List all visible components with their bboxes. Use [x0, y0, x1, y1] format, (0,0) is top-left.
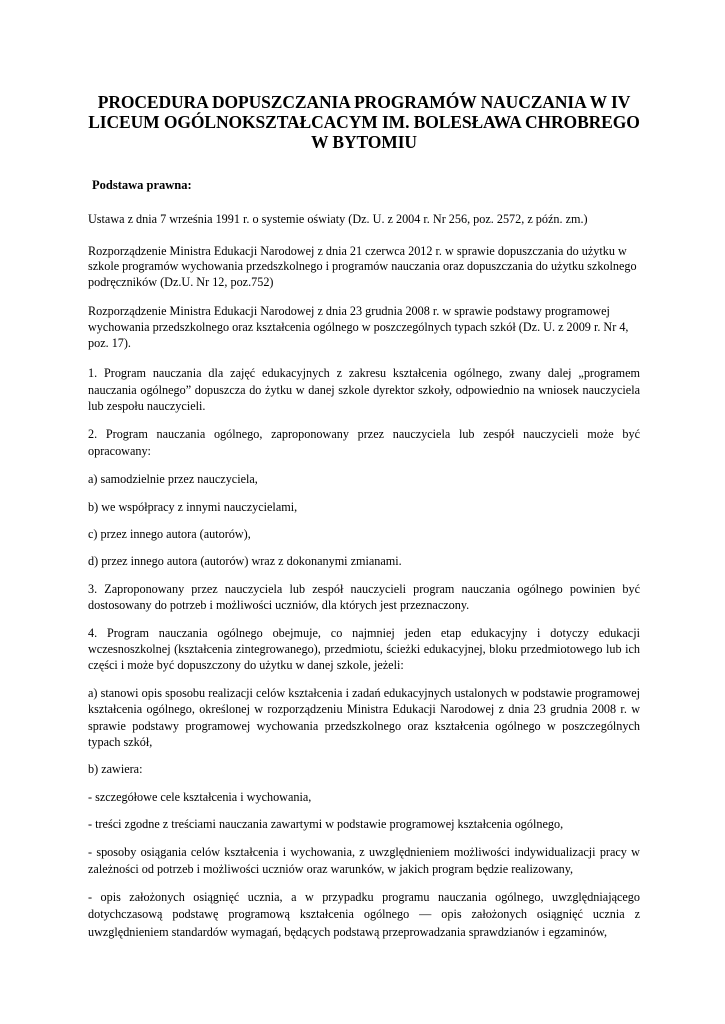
legal-basis-item: Ustawa z dnia 7 września 1991 r. o systemie oświaty (Dz. U. z 2004 r. Nr 256, poz. 2572, z późn. zm.): [88, 212, 588, 226]
paragraph-1: 1. Program nauczania dla zajęć edukacyjnych z zakresu kształcenia ogólnego, zwany dalej „programem nauczania ogólnego” dopuszcza do żytku w danej szkole dyrektor szkoły, odpowiednio na wniosek nauczyciela lub zespołu nauczycieli.: [88, 366, 640, 413]
legal-basis-heading: Podstawa prawna:: [92, 178, 192, 192]
list-item-d: d) przez innego autora (autorów) wraz z dokonanymi zmianami.: [88, 554, 402, 569]
title-line: W BYTOMIU: [311, 132, 417, 152]
legal-basis-item: Rozporządzenie Ministra Edukacji Narodowej z dnia 23 grudnia 2008 r. w sprawie podstawy programowej wychowania przedszkolnego oraz kształcenia ogólnego w poszczególnych typach szkół (Dz. U. z 2009 r. Nr 4, poz. 17).: [88, 304, 629, 350]
list-item-a: a) samodzielnie przez nauczyciela,: [88, 472, 258, 487]
list-item-4b: b) zawiera:: [88, 762, 143, 777]
paragraph-2: 2. Program nauczania ogólnego, zaproponowany przez nauczyciela lub zespół nauczycieli może być opracowany:: [88, 427, 640, 458]
document-title: [82, 92, 646, 152]
dash-item: - treści zgodne z treściami nauczania zawartymi w podstawie programowej kształcenia ogólnego,: [88, 817, 564, 832]
dash-item: - sposoby osiągania celów kształcenia i wychowania, z uwzględnieniem możliwości indywidualizacji pracy w zależności od potrzeb i możliwości uczniów oraz warunków, w jakich program będzie realizowany,: [88, 844, 640, 876]
list-item-c: c) przez innego autora (autorów),: [88, 527, 251, 541]
list-item-b: b) we współpracy z innymi nauczycielami,: [88, 499, 298, 514]
dash-item: - szczegółowe cele kształcenia i wychowania,: [88, 789, 312, 804]
legal-basis-item: Rozporządzenie Ministra Edukacji Narodowej z dnia 21 czerwca 2012 r. w sprawie dopuszczania do użytku w szkole programów wychowania przedszkolnego i programów nauczania oraz dopuszczania do użytku szkolnego podręczników (Dz.U. Nr 12, poz.752): [88, 243, 637, 289]
dash-item: - opis założonych osiągnięć ucznia, a w przypadku programu nauczania ogólnego, uwzględniającego dotychczasową podstawę programową kształcenia ogólnego — opis założonych osiągnięć ucznia z uwzględnieniem standardów wymagań, będących podstawą przeprowadzania sprawdzianów i egzaminów,: [88, 890, 640, 939]
title-line: LICEUM OGÓLNOKSZTAŁCACYM IM. BOLESŁAWA CHROBREGO: [88, 112, 640, 132]
title-line: PROCEDURA DOPUSZCZANIA PROGRAMÓW NAUCZANIA W IV: [97, 92, 631, 112]
paragraph-4: 4. Program nauczania ogólnego obejmuje, co najmniej jeden etap edukacyjny i dotyczy edukacji wczesnoszkolnej (kształcenia zintegrowanego), przedmiotu, ścieżki edukacyjnej, bloku przedmiotowego lub ich części i może być dopuszczony do użytku w danej szkole, jeżeli:: [88, 625, 640, 673]
paragraph-3: 3. Zaproponowany przez nauczyciela lub zespół nauczycieli program nauczania ogólnego powinien być dostosowany do potrzeb i możliwości uczniów, dla których jest przeznaczony.: [88, 581, 640, 613]
document-page: [88, 92, 640, 941]
list-item-4a: a) stanowi opis sposobu realizacji celów kształcenia i zadań edukacyjnych ustalonych w podstawie programowej kształcenia ogólnego, określonej w rozporządzeniu Ministra Edukacji Narodowej z dnia 23 grudnia 2008 r. w sprawie podstawy programowej wychowania przedszkolnego oraz kształcenia ogólnego w poszczególnych typach szkół,: [88, 685, 640, 750]
